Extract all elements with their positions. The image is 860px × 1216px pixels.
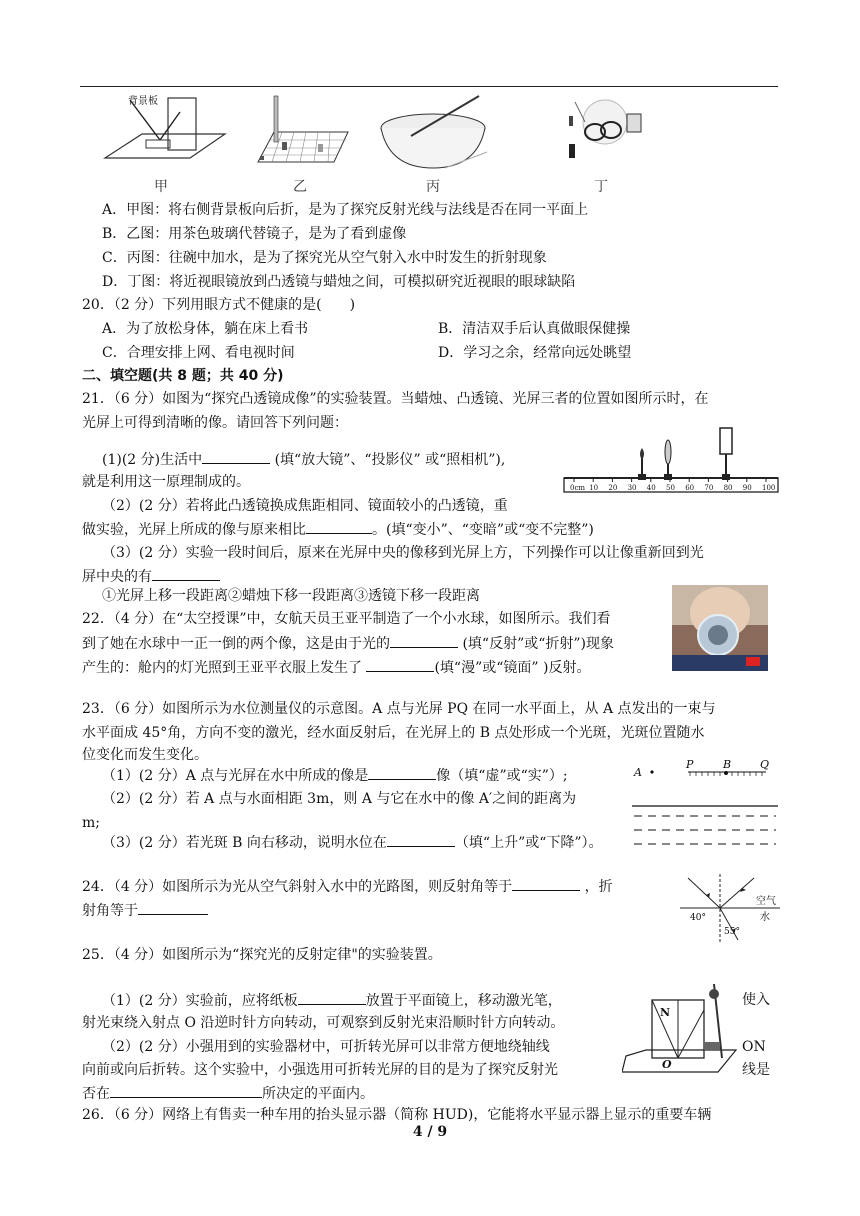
ruler-tick-label: 50 — [666, 484, 675, 492]
q19-option-d: D．丁图：将近视眼镜放到凸透镜与蜡烛之间，可模拟研究近视眼的眼球缺陷 — [102, 274, 576, 290]
q21-p3b: 屏中央的有 — [82, 569, 152, 585]
q25-p1c: 使入 — [742, 992, 770, 1008]
q21-answer-blank-3[interactable] — [152, 566, 220, 581]
label-p: P — [686, 758, 694, 771]
q24-l1a: 24．（4 分）如图所示为光从空气斜射入水中的光路图，则反射角等于 — [82, 879, 513, 895]
q21-options: ①光屏上移一段距离②蜡烛下移一段距离③透镜下移一段距离 — [102, 588, 480, 604]
label-air: 空气 — [756, 896, 776, 907]
q24-answer-blank-2[interactable] — [138, 900, 208, 915]
q25-p2a: （2）(2 分）小强用到的实验器材中，可折转光屏可以非常方便地绕轴线 — [102, 1039, 550, 1055]
q21-line1: 21．（6 分）如图为“探究凸透镜成像”的实验装置。当蜡烛、凸透镜、光屏三者的位置如图所示时，在 — [82, 391, 709, 407]
figure-refraction — [676, 870, 784, 944]
q22-l3b: (填“漫”或“镜面” )反射。 — [434, 660, 591, 676]
ruler-tick-label: 60 — [685, 484, 695, 492]
q23-answer-blank-1[interactable] — [368, 765, 436, 780]
q23-p3a: （3）(2 分）若光斑 B 向右移动，说明水位在 — [102, 835, 387, 851]
q23-part1 — [102, 765, 568, 786]
q21-p2a: （2）(2 分）若将此凸透镜换成焦距相同、镜面较小的凸透镜，重 — [102, 498, 508, 514]
q22-line3 — [82, 657, 590, 678]
ruler-tick-label: 10 — [589, 484, 599, 492]
q20-stem: 20．（2 分）下列用眼方式不健康的是( ) — [82, 297, 356, 313]
label-o: O — [662, 1058, 672, 1071]
label-q: Q — [760, 758, 770, 771]
q21-p3a: （3）(2 分）实验一段时间后，原来在光屏中央的像移到光屏上方，下列操作可以让像重新回到光 — [102, 545, 704, 561]
caption-ding: 丁 — [594, 179, 608, 195]
q25-p2c: 向前或向后折转。这个实验中，小强选用可折转光屏的目的是为了探究反射光 — [82, 1062, 558, 1078]
q23-p2b: m; — [82, 815, 100, 831]
q21-part1 — [102, 449, 505, 470]
q25-answer-blank-2[interactable] — [110, 1083, 262, 1098]
q23-line3: 位变化而发生变化。 — [82, 747, 208, 763]
q24-l1b: ，折 — [584, 879, 613, 895]
q22-line1: 22．（4 分）在“太空授课”中，女航天员王亚平制造了一个小水球，如图所示。我们看 — [82, 611, 611, 627]
q25-p2b: ON — [742, 1039, 766, 1055]
ruler-tick-label: 30 — [627, 484, 637, 492]
q23-p1b: 像（填“虚”或“实”）; — [436, 768, 568, 784]
q25-part2-end — [82, 1083, 374, 1104]
jia-label: 背景板 — [128, 96, 158, 107]
caption-bing: 丙 — [426, 179, 440, 195]
q23-part2 — [102, 789, 576, 809]
q25-p2e: 否在 — [82, 1086, 110, 1102]
q22-l2a: 到了她在水球中一正一倒的两个像，这是由于光的 — [82, 636, 390, 652]
q23-line1: 23．（6 分）如图所示为水位测量仪的示意图。A 点与光屏 PQ 在同一水平面上，从 A 点发出的一束与 — [82, 701, 716, 717]
page-number: 4 / 9 — [412, 1124, 448, 1140]
q26-line1: 26．（6 分）网络上有售卖一种车用的抬头显示器（简称 HUD)，它能将水平显示器上显示的重要车辆 — [82, 1107, 712, 1123]
label-b: B — [723, 758, 732, 771]
caption-jia: 甲 — [154, 179, 168, 195]
ruler-tick-label: 0cm — [570, 484, 586, 492]
figure-optical-bench — [560, 426, 788, 498]
q22-l3a: 产生的：舱内的灯光照到王亚平衣服上发生了 — [82, 660, 367, 676]
q22-line2 — [82, 633, 614, 654]
q25-p1d: 射光束绕入射点 O 沿逆时针方向转动，可观察到反射光束沿顺时针方向转动。 — [82, 1015, 565, 1031]
q25-p2d: 线是 — [742, 1062, 770, 1078]
q21-answer-blank-1[interactable] — [202, 449, 270, 464]
q25-p1b: 放置于平面镜上，移动激光笔， — [365, 993, 562, 1009]
ruler-tick-label: 80 — [723, 484, 733, 492]
angle-40: 40° — [690, 913, 706, 923]
q25-p1a: （1）(2 分）实验前，应将纸板 — [102, 993, 298, 1009]
q19-option-a: A．甲图：将右侧背景板向后折，是为了探究反射光线与法线是否在同一平面上 — [102, 202, 589, 218]
q20-option-c: C．合理安排上网、看电视时间 — [102, 345, 295, 361]
angle-55: 55° — [724, 927, 740, 937]
q21-p1c: 就是利用这一原理制成的。 — [82, 474, 250, 490]
q23-answer-blank-3[interactable] — [387, 832, 455, 847]
q23-line2: 水平面成 45°角，方向不变的激光，经水面反射后，在光屏上的 B 点处形成一个光斑，光斑位置随水 — [82, 725, 705, 741]
q21-p1b: (填“放大镜”、“投影仪” 或“照相机”), — [274, 452, 506, 468]
q24-l2: 射角等于 — [82, 903, 138, 919]
ruler-tick-label: 70 — [704, 484, 714, 492]
q21-part3 — [82, 566, 220, 587]
q24-line1 — [82, 876, 613, 897]
label-a: A — [634, 766, 642, 779]
header-rule — [80, 86, 778, 87]
label-water: 水 — [760, 912, 770, 923]
q25-answer-blank-1[interactable] — [298, 990, 366, 1005]
q21-p2c: 。(填“变小”、“变暗”或“变不完整”) — [372, 522, 594, 538]
q22-answer-blank-2[interactable] — [366, 657, 434, 672]
caption-yi: 乙 — [293, 179, 307, 195]
q23-p3b: （填“上升”或“下降”）。 — [454, 835, 603, 851]
q23-part3 — [102, 832, 603, 853]
q25-line1: 25．（4 分）如图所示为“探究光的反射定律"的实验装置。 — [82, 947, 442, 963]
section-heading: 二、填空题(共 8 题；共 40 分) — [82, 368, 284, 384]
q21-part2 — [82, 519, 594, 540]
ruler-tick-label: 20 — [608, 484, 618, 492]
q23-p2a: （2）(2 分）若 A 点与水面相距 3m，则 A 与它在水中的像 A′之间的距离为 — [102, 791, 577, 807]
q20-option-a: A．为了放松身体，躺在床上看书 — [102, 321, 309, 337]
figure-jia — [100, 92, 230, 174]
q25-part1 — [102, 990, 562, 1011]
figure-reflection-setup — [622, 980, 740, 1076]
figure-water-level — [628, 756, 780, 848]
q21-p2b: 做实验，光屏上所成的像与原来相比 — [82, 522, 306, 538]
q22-l2b: (填“反射”或“折射”)现象 — [462, 636, 615, 652]
q21-p1a: (1)(2 分)生活中 — [102, 452, 203, 468]
q24-answer-blank-1[interactable] — [512, 876, 580, 891]
q20-option-b: B．清洁双手后认真做眼保健操 — [438, 321, 631, 337]
photo-water-ball — [672, 585, 768, 671]
ruler-tick-label: 100 — [762, 484, 776, 492]
q21-line2: 光屏上可得到清晰的像。请回答下列问题： — [82, 415, 348, 431]
q19-option-b: B．乙图：用茶色玻璃代替镜子，是为了看到虚像 — [102, 226, 407, 242]
q19-option-c: C．丙图：往碗中加水，是为了探究光从空气射入水中时发生的折射现象 — [102, 250, 547, 266]
ruler-tick-label: 40 — [646, 484, 656, 492]
ruler-tick-label: 90 — [742, 484, 752, 492]
figure-ding — [545, 92, 655, 174]
figure-yi — [252, 92, 352, 174]
q22-answer-blank-1[interactable] — [390, 633, 458, 648]
q21-answer-blank-2[interactable] — [306, 519, 372, 534]
figure-bing — [375, 92, 495, 174]
label-n: N — [660, 1006, 671, 1019]
q20-option-d: D．学习之余，经常向远处眺望 — [438, 345, 632, 361]
q25-p2f: 所决定的平面内。 — [262, 1086, 374, 1102]
q24-line2 — [82, 900, 208, 921]
q23-p1a: （1）(2 分）A 点与光屏在水中所成的像是 — [102, 768, 369, 784]
